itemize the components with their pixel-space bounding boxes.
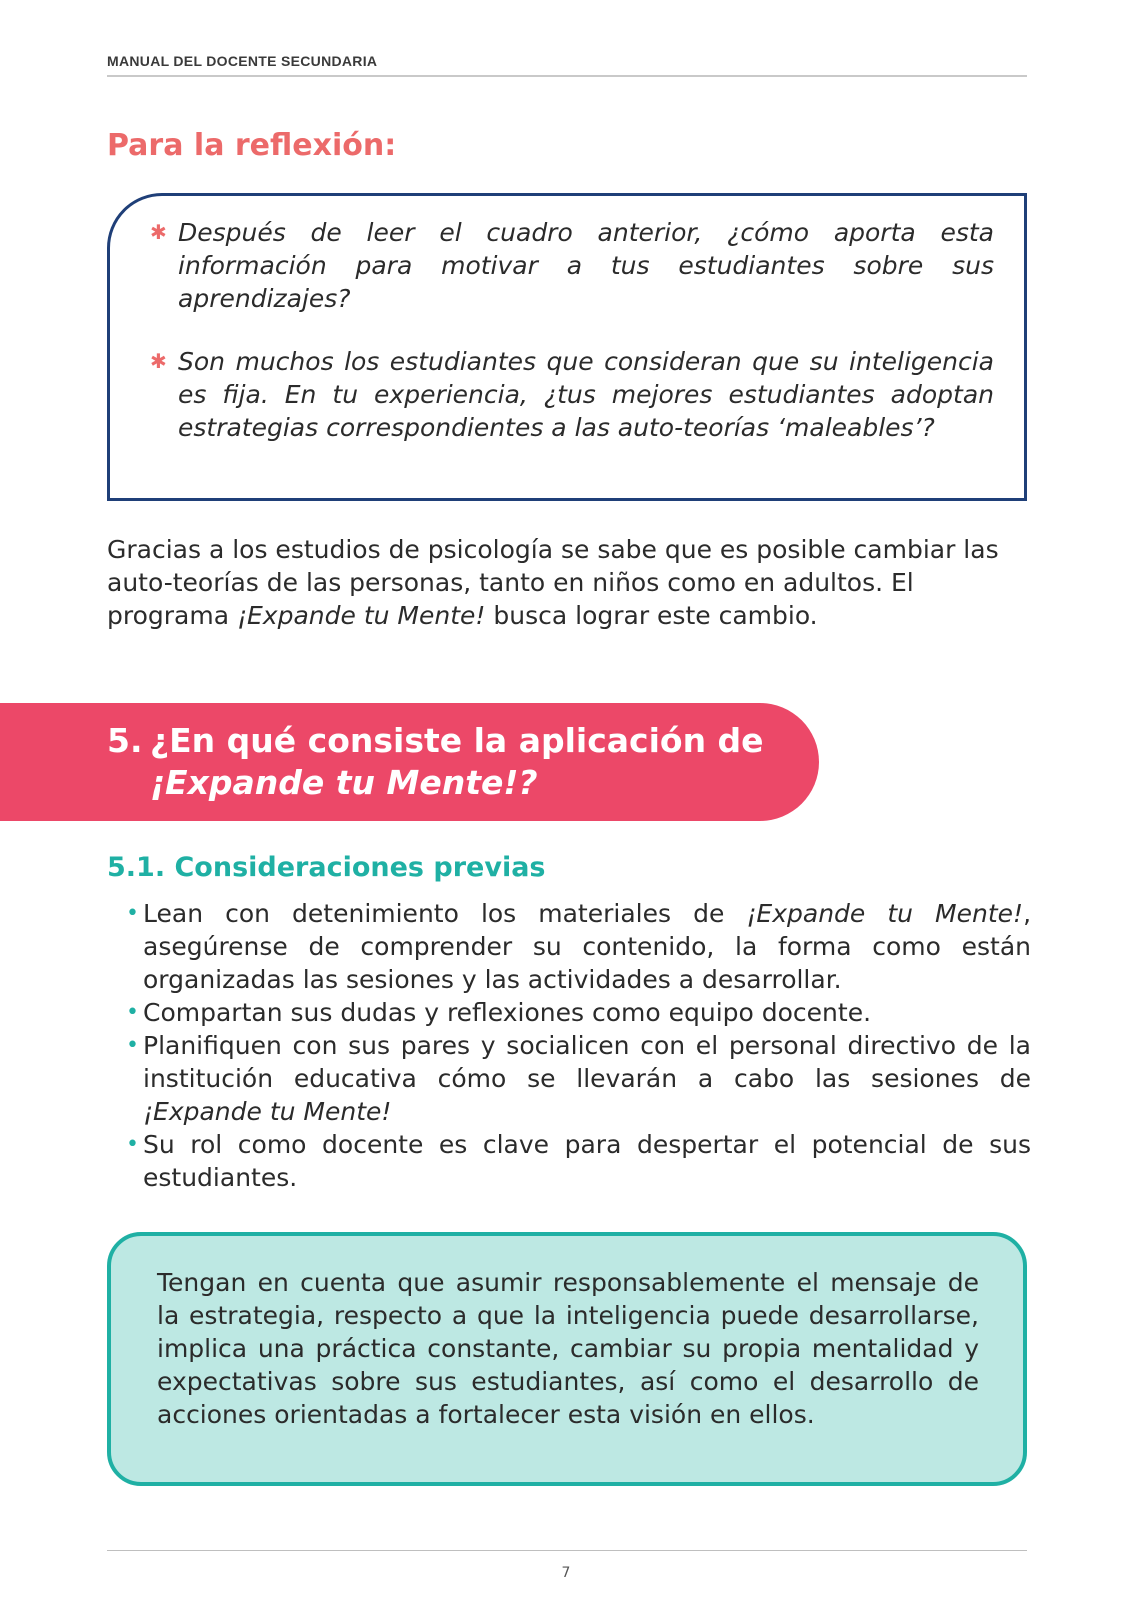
reflexion-title: Para la reflexión: (107, 128, 397, 163)
text-part: Su rol como docente es clave para despertar el potencial de sus estudiantes. (143, 1130, 1031, 1192)
bullet-icon: • (126, 1033, 139, 1058)
program-name: ¡Expande tu Mente! (746, 899, 1024, 928)
subsection-title: 5.1. Consideraciones previas (107, 852, 546, 883)
list-item (126, 1128, 1031, 1194)
list-item-text (143, 897, 1031, 996)
list-item-text (143, 1029, 1031, 1128)
reflexion-box (107, 193, 1027, 501)
reflexion-item (150, 216, 994, 315)
asterisk-icon: ✱ (150, 349, 167, 373)
intro-text-part: busca lograr este cambio. (485, 601, 818, 630)
list-item-text (143, 1128, 1031, 1194)
program-name: ¡Expande tu Mente! (236, 601, 486, 630)
text-part: , asegúrense de comprender su contenido, la forma como están organizadas las sesiones y las actividades a desarrollar. (143, 899, 1032, 994)
list-item (126, 897, 1031, 996)
section-title-line2: ¡Expande tu Mente!? (150, 763, 538, 802)
footer-divider (107, 1550, 1027, 1551)
list-item (126, 996, 1031, 1029)
note-box (107, 1232, 1027, 1486)
page-header-label: MANUAL DEL DOCENTE SECUNDARIA (107, 53, 378, 69)
list-item-text (143, 996, 1031, 1029)
asterisk-icon: ✱ (150, 220, 167, 244)
bullet-icon: • (126, 1132, 139, 1157)
intro-text-part: Gracias a los estudios de psicología se sabe que es posible cambiar las auto-teorías de las personas, tanto en niños como en adultos. El programa (107, 535, 999, 630)
reflexion-question: Son muchos los estudiantes que consideran que su inteligencia es fija. En tu experiencia, ¿tus mejores estudiantes adoptan estrategias correspondientes a las auto-teorías ‘maleables’? (178, 347, 994, 442)
section-number: 5. (107, 721, 143, 760)
reflexion-item (150, 345, 994, 444)
reflexion-question: Después de leer el cuadro anterior, ¿cómo aporta esta información para motivar a tus estudiantes sobre sus aprendizajes? (178, 218, 994, 313)
header-divider (107, 75, 1027, 77)
intro-paragraph (107, 533, 1027, 632)
considerations-list (126, 897, 1031, 1194)
list-item (126, 1029, 1031, 1128)
section-title-line1: ¿En qué consiste la aplicación de (150, 721, 764, 760)
note-text: Tengan en cuenta que asumir responsablemente el mensaje de la estrategia, respecto a que la inteligencia puede desarrollarse, implica una práctica constante, cambiar su propia mentalidad y expectativas sobre sus estudiantes, así como el desarrollo de acciones orientadas a fortalecer esta visión en ellos. (157, 1268, 979, 1429)
text-part: Lean con detenimiento los materiales de (143, 899, 747, 928)
page-number: 7 (561, 1565, 571, 1581)
text-part: Planifiquen con sus pares y socialicen con el personal directivo de la institución educativa cómo se llevarán a cabo las sesiones de (143, 1031, 1031, 1093)
bullet-icon: • (126, 1000, 139, 1025)
program-name: ¡Expande tu Mente! (143, 1097, 392, 1126)
bullet-icon: • (126, 901, 139, 926)
text-part: Compartan sus dudas y reflexiones como equipo docente. (143, 998, 872, 1027)
